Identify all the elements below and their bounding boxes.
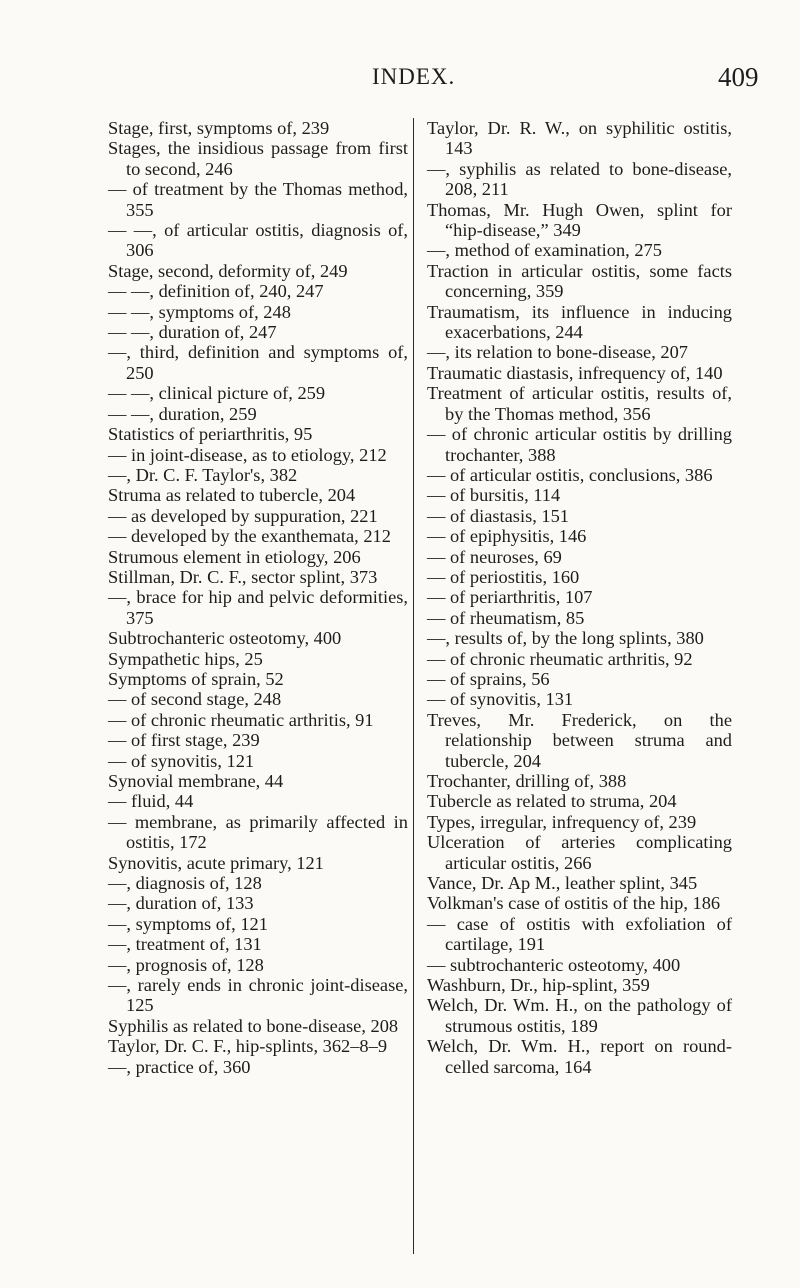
index-entry: — of bursitis, 114	[427, 485, 561, 506]
index-entry: — as developed by suppuration, 221	[108, 505, 378, 526]
index-entry: Ulceration of arteries complicating articular ostitis, 266	[427, 832, 732, 873]
index-entry: Synovial membrane, 44	[108, 771, 284, 791]
index-entry: Taylor, Dr. C. F., hip-splints, 362–8–9	[108, 1036, 388, 1057]
running-title: INDEX.	[372, 64, 456, 89]
index-entry: Treatment of articular ostitis, results of, by the Thomas method, 356	[427, 383, 732, 424]
index-entry: —, method of examination, 275	[427, 240, 662, 261]
index-entry: Stages, the insidious passage from first to second, 246	[108, 138, 408, 179]
index-entry: Sympathetic hips, 25	[108, 648, 263, 669]
index-entry: — —, of articular ostitis, diagnosis of, 306	[108, 220, 408, 261]
column-divider	[413, 118, 414, 1254]
index-entry: — developed by the exanthemata, 212	[108, 526, 391, 547]
index-entry: —, practice of, 360	[108, 1056, 251, 1077]
index-entry: Symptoms of sprain, 52	[108, 668, 284, 689]
index-entry: —, brace for hip and pelvic deformities, 375	[108, 587, 408, 628]
index-entry: — of synovitis, 121	[108, 750, 255, 771]
index-entry: — of diastasis, 151	[427, 505, 570, 526]
index-entry: —, Dr. C. F. Taylor's, 382	[108, 464, 298, 485]
index-entry: — in joint-disease, as to etiology, 212	[108, 444, 387, 465]
index-entry: Statistics of periarthritis, 95	[108, 424, 313, 445]
index-entry: Syphilis as related to bone-disease, 208	[108, 1015, 399, 1036]
index-entry: Stage, second, deformity of, 249	[108, 260, 348, 281]
index-entry: —, its relation to bone-disease, 207	[427, 342, 688, 363]
index-entry: — —, duration of, 247	[108, 322, 277, 343]
index-entry: Synovitis, acute primary, 121	[108, 852, 324, 873]
page-header	[0, 62, 800, 102]
index-entry: Traumatic diastasis, infrequency of, 140	[427, 362, 723, 383]
index-entry: —, treatment of, 131	[108, 934, 262, 955]
index-entry: — of chronic rheumatic arthritis, 91	[108, 709, 374, 730]
index-entry: Treves, Mr. Frederick, on the relationship between struma and tubercle, 204	[427, 709, 732, 771]
index-entry: Traumatism, its influence in inducing exacerbations, 244	[427, 301, 732, 343]
index-entry: Welch, Dr. Wm. H., on the pathology of strumous ostitis, 189	[427, 995, 732, 1036]
index-entry: — of second stage, 248	[108, 689, 282, 710]
index-column-right	[427, 118, 732, 1077]
index-entry: — membrane, as primarily affected in ostitis, 172	[108, 811, 408, 853]
index-entry: — of rheumatism, 85	[427, 607, 585, 628]
index-entry: — of chronic rheumatic arthritis, 92	[427, 648, 693, 669]
index-entry: Trochanter, drilling of, 388	[427, 771, 627, 791]
index-entry: Taylor, Dr. R. W., on syphilitic ostitis, 143	[427, 118, 732, 159]
index-entry: Traction in articular ostitis, some facts concerning, 359	[427, 260, 732, 302]
index-entry: Welch, Dr. Wm. H., report on round-celled sarcoma, 164	[427, 1036, 732, 1077]
index-entry: — of first stage, 239	[108, 730, 260, 751]
page-number: 409	[718, 62, 759, 92]
index-entry: Tubercle as related to struma, 204	[427, 791, 677, 812]
index-entry: — of articular ostitis, conclusions, 386	[427, 464, 713, 485]
index-entry: Vance, Dr. Ap M., leather splint, 345	[427, 873, 698, 894]
index-entry: — of periostitis, 160	[427, 566, 580, 587]
index-entry: Thomas, Mr. Hugh Owen, splint for “hip-disease,” 349	[427, 199, 732, 241]
index-entry: —, third, definition and symptoms of, 250	[108, 342, 408, 383]
index-entry: Subtrochanteric osteotomy, 400	[108, 628, 342, 649]
index-entry: — of periarthritis, 107	[427, 587, 593, 608]
index-entry: — —, symptoms of, 248	[108, 301, 291, 322]
index-entry: —, syphilis as related to bone-disease, 208, 211	[427, 158, 732, 200]
index-entry: —, results of, by the long splints, 380	[427, 628, 704, 649]
index-entry: Struma as related to tubercle, 204	[108, 485, 356, 506]
index-entry: —, symptoms of, 121	[108, 913, 268, 934]
index-entry: — of sprains, 56	[427, 668, 550, 689]
index-entry: — of synovitis, 131	[427, 689, 574, 710]
index-entry: —, rarely ends in chronic joint-disease, 125	[108, 975, 408, 1016]
index-entry: Strumous element in etiology, 206	[108, 546, 361, 567]
index-entry: — of neuroses, 69	[427, 546, 562, 567]
index-entry: Stillman, Dr. C. F., sector splint, 373	[108, 566, 378, 587]
index-entry: —, duration of, 133	[108, 893, 254, 914]
index-entry: — of chronic articular ostitis by drilling trochanter, 388	[427, 424, 732, 465]
index-entry: Volkman's case of ostitis of the hip, 186	[427, 893, 721, 914]
index-entry: — case of ostitis with exfoliation of cartilage, 191	[427, 913, 732, 955]
index-entry: —, prognosis of, 128	[108, 954, 264, 975]
index-entry: Washburn, Dr., hip-splint, 359	[427, 975, 650, 996]
index-entry: Stage, first, symptoms of, 239	[108, 118, 330, 138]
index-entry: — subtrochanteric osteotomy, 400	[427, 954, 681, 975]
index-entry: — fluid, 44	[108, 791, 194, 812]
index-entry: Types, irregular, infrequency of, 239	[427, 811, 697, 832]
index-entry: — —, definition of, 240, 247	[108, 281, 324, 302]
index-entry: — of epiphysitis, 146	[427, 526, 587, 547]
index-entry: — —, duration, 259	[108, 403, 257, 424]
index-entry: —, diagnosis of, 128	[108, 873, 262, 894]
index-entry: — —, clinical picture of, 259	[108, 383, 326, 404]
index-column-left	[108, 118, 408, 1077]
index-entry: — of treatment by the Thomas method, 355	[108, 179, 408, 220]
